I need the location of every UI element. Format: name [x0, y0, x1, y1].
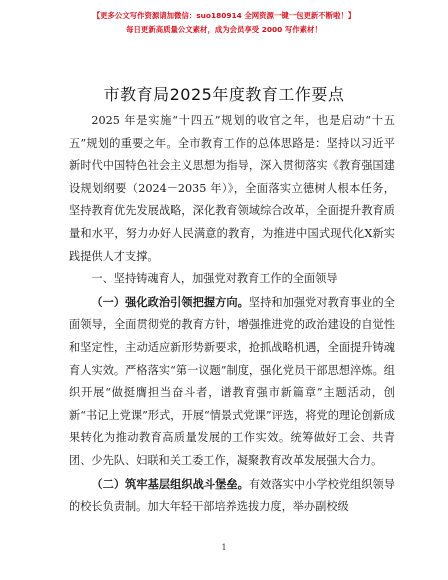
section-heading-one: 一、坚持铸魂育人，加强党对教育工作的全面领导 — [91, 272, 338, 286]
subsection-two-body: 有效落实中小学校党组织领导的校长负责制。加大年轻干部培养选拔力度，举办副校级 — [69, 477, 395, 514]
promo-banner-line-2: 每日更新高质量公文素材，成为会员享受 2000 写作素材！ — [126, 25, 322, 34]
subsection-one-paragraph — [69, 291, 395, 473]
promo-banner — [0, 9, 448, 36]
intro-paragraph: 2025 年是实施“十四五”规划的收官之年，也是启动“十五五”规划的重要之年。全市教育工作的总体思路是：坚持以习近平新时代中国特色社会主义思想为指导，深入贯彻落实《教育强国建设规划纲要（2024－2035 年）》，全面落实立德树人根本任务，坚持教育优先发展战略，深化教育领域综合改革，全面提升教育质量和水平，努力办好人民满意的教育，为推进中国式现代化Ⅹ新实践提供人才支撑。 — [69, 114, 395, 263]
subsection-one-title: （一）强化政治引领把握方向。 — [91, 294, 249, 309]
document-body — [69, 110, 395, 519]
subsection-two-paragraph — [69, 473, 395, 519]
subsection-two-title: （二）筑牢基层组织战斗堡垒。 — [91, 476, 249, 491]
subsection-one-body: 坚持和加强党对教育事业的全面领导，全面贯彻党的教育方针，增强推进党的政治建设的自觉性和坚定性，主动适应新形势新要求，抢抓战略机遇，全面提升铸魂育人实效。严格落实“第一议题”制度，强化党员干部思想淬炼。组织开展“做挺膺担当奋斗者，谱教育强市新篇章”主题活动，创新“书记上党课”形式，开展“情景式党课”评选，将党的理论创新成果转化为推动教育高质量发展的工作实效。统筹做好工会、共青团、少先队、妇联和关工委工作，凝聚教育改革发展强大合力。 — [69, 295, 395, 467]
page-number: 1 — [221, 543, 227, 552]
document-title: 市教育局2025年度教育工作要点 — [103, 85, 345, 104]
promo-banner-line-1: 【更多公文写作资源请加微信：suo180914 全网资源一键一包更新不断啦！】 — [92, 11, 356, 20]
